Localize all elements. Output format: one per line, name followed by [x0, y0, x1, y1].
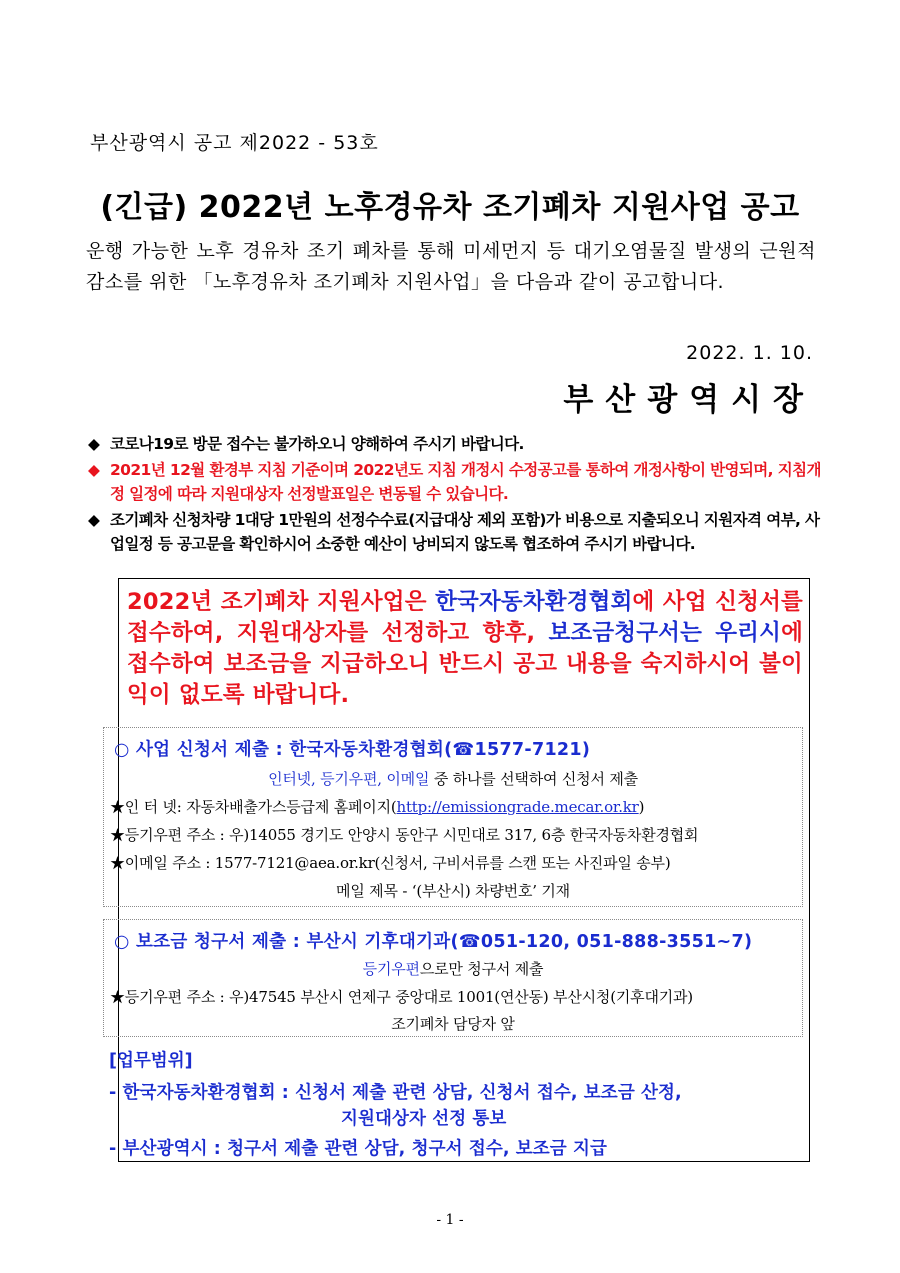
- notice-text: 조기폐차 신청차량 1대당 1만원의 선정수수료(지급대상 제외 포함)가 비용으로 지출되오니 지원자격 여부, 사업일정 등 공고문을 확인하시어 소중한 예산이 낭비되지 않도록 협조하여 주시기 바랍니다.: [110, 511, 820, 553]
- claim-title: ○ 보조금 청구서 제출 : 부산시 기후대기과(☎051-120, 051-888-3551~7): [114, 932, 753, 952]
- notice-text: 2021년 12월 환경부 지침 기준이며 2022년도 지침 개정시 수정공고를 통하여 개정사항이 반영되며, 지침개정 일정에 따라 지원대상자 선정발표일은 변동될 수 있습니다.: [110, 461, 821, 503]
- method-highlight: 등기우편: [362, 960, 420, 978]
- highlight-part: 한국자동차환경협회: [435, 589, 633, 615]
- scope-line: - 부산광역시 : 청구서 제출 관련 상담, 청구서 접수, 보조금 지급: [109, 1139, 608, 1159]
- internet-close: ): [638, 798, 645, 816]
- diamond-icon: ◆: [88, 511, 100, 529]
- application-methods: [104, 768, 802, 789]
- notice-item: [88, 432, 828, 456]
- claim-method: [104, 958, 802, 979]
- claim-mail-address: ★등기우편 주소 : 우)47545 부산시 연제구 중앙대로 1001(연산동) 부산시청(기후대기과): [110, 988, 693, 1006]
- highlight-part: 에 사업 신청서를 접수하여, 지원대상자를 선정하고 향후,: [127, 589, 803, 646]
- methods-highlight: 인터넷, 등기우편, 이메일: [268, 770, 430, 788]
- signer: 부산광역시장: [563, 382, 815, 418]
- claim-mail-to: 조기폐차 담당자 앞: [391, 1015, 515, 1033]
- page-number: - 1 -: [436, 1212, 464, 1228]
- internet-line: [110, 796, 644, 817]
- email-address: ★이메일 주소 : 1577-7121@aea.or.kr(신청서, 구비서류를 스캔 또는 사진파일 송부): [110, 854, 671, 872]
- application-section: [103, 727, 803, 907]
- notice-item: [88, 508, 828, 556]
- methods-text: 중 하나를 선택하여 신청서 제출: [429, 770, 638, 788]
- diamond-icon: ◆: [88, 435, 100, 453]
- diamond-icon: ◆: [88, 461, 100, 479]
- claim-section: [103, 919, 803, 1037]
- internet-label: ★인 터 넷: 자동차배출가스등급제 홈페이지(: [110, 798, 397, 816]
- scope-line: 지원대상자 선정 통보: [341, 1109, 507, 1129]
- notice-item: [88, 458, 828, 506]
- notice-date: 2022. 1. 10.: [686, 342, 813, 364]
- scope-line: - 한국자동차환경협회 : 신청서 제출 관련 상담, 신청서 접수, 보조금 산정,: [109, 1083, 682, 1103]
- application-title: ○ 사업 신청서 제출 : 한국자동차환경협회(☎1577-7121): [114, 740, 591, 760]
- notice-number: 부산광역시 공고 제2022 - 53호: [90, 132, 379, 154]
- email-subject: 메일 제목 - ‘(부산시) 차량번호’ 기재: [336, 882, 570, 900]
- highlight-part: 2022년 조기폐차 지원사업은: [127, 589, 436, 615]
- homepage-link[interactable]: http://emissiongrade.mecar.or.kr: [396, 798, 639, 816]
- method-text: 으로만 청구서 제출: [419, 960, 544, 978]
- mail-address: ★등기우편 주소 : 우)14055 경기도 안양시 동안구 시민대로 317, 6층 한국자동차환경협회: [110, 826, 699, 844]
- intro-paragraph: 운행 가능한 노후 경유차 조기 폐차를 통해 미세먼지 등 대기오염물질 발생의 근원적 감소를 위한 「노후경유차 조기폐차 지원사업」을 다음과 같이 공고합니다.: [86, 240, 816, 293]
- highlight-part: 보조금청구서는 우리시: [548, 620, 782, 646]
- notice-list: [88, 432, 828, 558]
- page-title: (긴급) 2022년 노후경유차 조기폐차 지원사업 공고: [100, 190, 800, 225]
- highlight-part: 에 접수하여 보조금을 지급하오니 반드시 공고 내용을 숙지하시어 불이익이 없도록 바랍니다.: [127, 620, 803, 708]
- scope-title: [업무범위]: [109, 1051, 193, 1071]
- notice-text: 코로나19로 방문 접수는 불가하오니 양해하여 주시기 바랍니다.: [110, 435, 524, 453]
- highlight-message: [119, 587, 811, 711]
- info-box: [109, 578, 810, 1162]
